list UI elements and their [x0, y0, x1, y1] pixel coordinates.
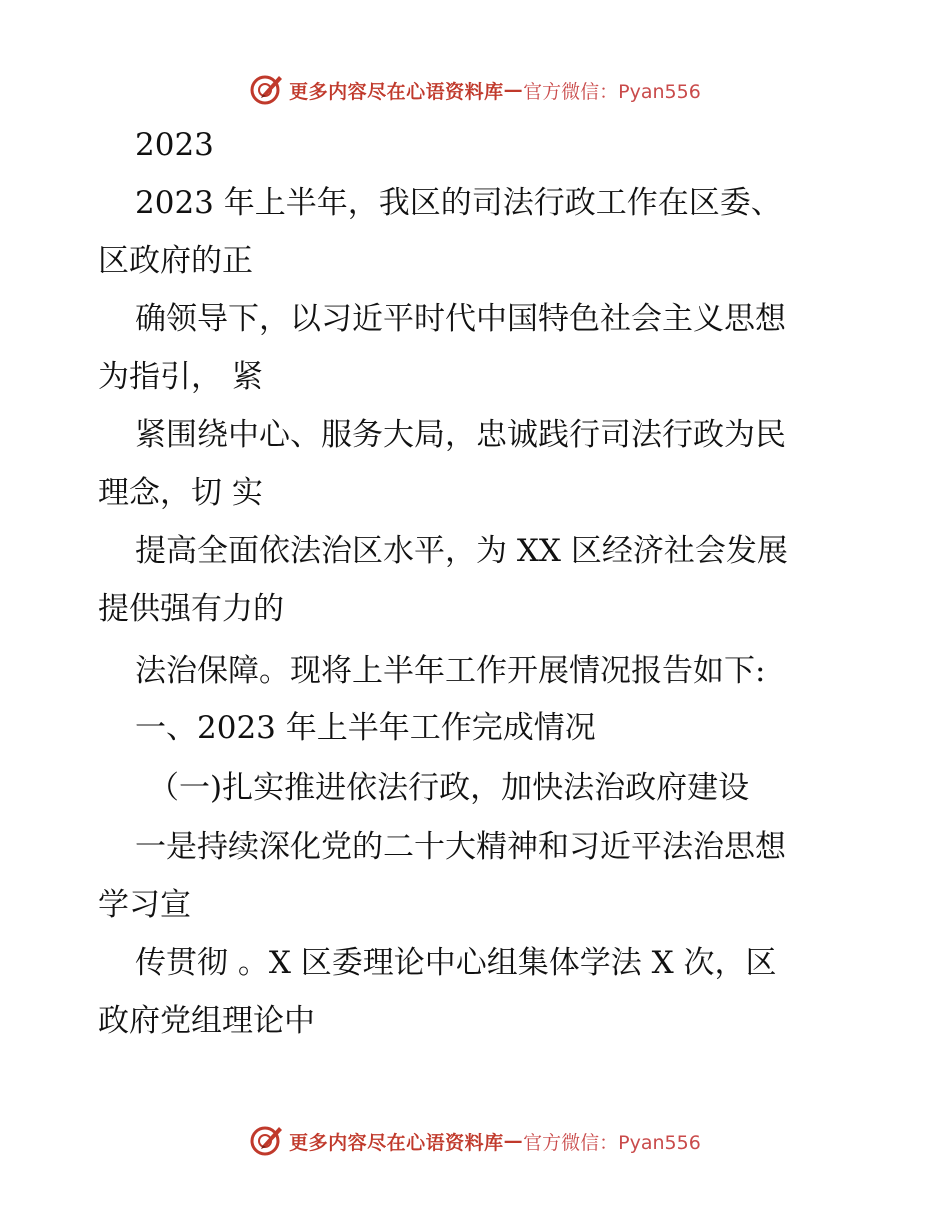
body-line: 提高全面依法治区水平，为 XX 区经济社会发展 [135, 533, 788, 569]
footer-banner [0, 1121, 950, 1161]
body-line: 区政府的正 [98, 243, 253, 279]
subsection-heading: （一)扎实推进依法行政，加快法治政府建设 [148, 770, 750, 806]
body-line: 学习宣 [98, 887, 191, 923]
header-banner [0, 70, 950, 110]
body-line: 法治保障。现将上半年工作开展情况报告如下: [135, 653, 766, 689]
banner-dash: — [503, 1130, 524, 1152]
banner-title: 更多内容尽在心语资料库 [289, 1131, 504, 1154]
banner-title: 更多内容尽在心语资料库 [289, 80, 504, 103]
pen-logo-icon [249, 72, 285, 108]
body-line: 为指引， 紧 [98, 359, 263, 395]
body-line: 一是持续深化党的二十大精神和习近平法治思想 [135, 829, 786, 865]
banner-dash: — [503, 79, 524, 101]
body-line: 2023 年上半年，我区的司法行政工作在区委、 [135, 185, 782, 221]
body-line: 政府党组理论中 [98, 1003, 315, 1039]
pen-logo-icon [249, 1123, 285, 1159]
body-line: 理念，切 实 [98, 475, 263, 511]
body-line: 传贯彻 。X 区委理论中心组集体学法 X 次，区 [135, 945, 777, 981]
banner-contact: 官方微信：Pyan556 [523, 1131, 701, 1154]
body-line: 2023 [135, 127, 214, 163]
body-line: 提供强有力的 [98, 591, 284, 627]
body-line: 紧围绕中心、服务大局，忠诚践行司法行政为民 [135, 417, 786, 453]
body-line: 确领导下，以习近平时代中国特色社会主义思想 [135, 301, 786, 337]
banner-contact: 官方微信：Pyan556 [523, 80, 701, 103]
section-heading: 一、2023 年上半年工作完成情况 [135, 710, 596, 746]
